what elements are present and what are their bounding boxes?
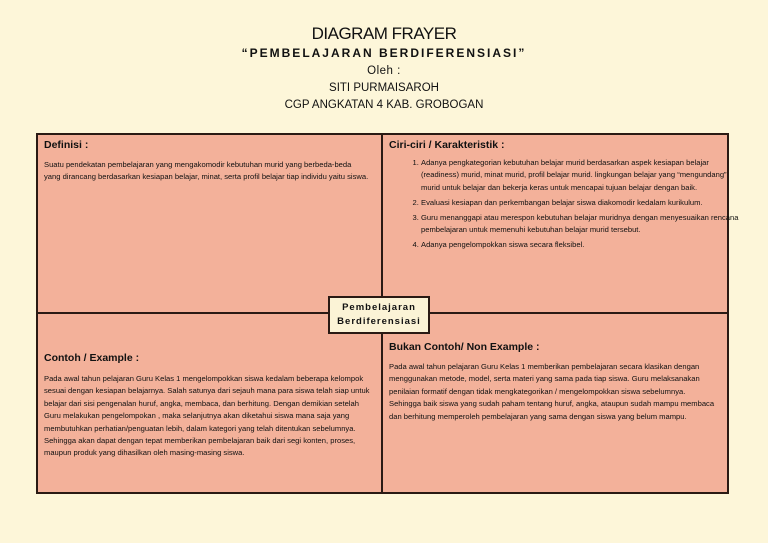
center-concept-line1: Pembelajaran bbox=[342, 302, 416, 313]
author-affiliation: CGP ANGKATAN 4 KAB. GROBOGAN bbox=[284, 99, 484, 111]
center-concept-line2: Berdiferensiasi bbox=[337, 316, 421, 327]
author-label: Oleh : bbox=[367, 65, 401, 77]
center-concept-box bbox=[328, 296, 430, 334]
diagram-subtitle: “PEMBELAJARAN BERDIFERENSIASI” bbox=[241, 46, 527, 60]
non-example-heading: Bukan Contoh/ Non Example : bbox=[389, 341, 540, 353]
definition-box bbox=[36, 133, 385, 314]
example-heading: Contoh / Example : bbox=[44, 352, 140, 364]
list-item: 3. Guru menanggapi atau merespon kebutuhan belajar muridnya dengan menyesuaikan rencana pembelajaran untuk memenuhi kebutuhan belajar murid tersebut. bbox=[421, 212, 747, 237]
example-box bbox=[36, 312, 385, 494]
list-item: 1. Adanya pengkategorian kebutuhan belajar murid berdasarkan aspek kesiapan belajar (readiness) murid, minat murid, profil belajar murid. lingkungan belajar yang “mengundang” murid untuk belajar dan bekerja keras untuk mencapai tujuan belajar dengan baik. bbox=[421, 157, 747, 194]
characteristics-box bbox=[381, 133, 739, 314]
characteristics-heading: Ciri-ciri / Karakteristik : bbox=[389, 139, 505, 151]
non-example-box bbox=[381, 312, 729, 494]
characteristics-list bbox=[391, 157, 747, 254]
non-example-text: Pada awal tahun pelajaran Guru Kelas 1 memberikan pembelajaran secara klasikan dengan menggunakan metode, model, serta materi yang sama pada tiap siswa. Guru melaksanakan penilaian formatif dengan tidak mengkategorikan / mengelompokkan siswa sebelumnya. Sehingga baik siswa yang sudah paham tentang huruf, angka, ataupun sudah mampu membaca dan berhitung memperoleh pembelajaran yang sama dengan siswa yang belum mampu. bbox=[389, 362, 715, 421]
diagram-title: DIAGRAM FRAYER bbox=[311, 24, 457, 43]
list-item: 2. Evaluasi kesiapan dan perkembangan belajar siswa diakomodir kedalam kurikulum. bbox=[421, 197, 747, 209]
example-text: Pada awal tahun pelajaran Guru Kelas 1 mengelompokkan siswa kedalam beberapa kelompok sesuai dengan kesiapan belajarnya. Salah satunya dari sejauh mana para siswa telah siap untuk belajar dari sisi pengenalan huruf, angka, membaca, dan berhitung. Dengan demikian setelah Guru melakukan pengelompokan , maka selanjutnya akan diketahui siswa mana saja yang membutuhkan perhatian/penguatan lebih, dalam kategori yang telah ditentukan sebelumnya. Sehingga akan dapat dengan tepat memberikan pembelajaran baik dari segi konten, proses, maupun produk yang dihasilkan oleh masing-masing siswa. bbox=[44, 374, 370, 458]
definition-heading: Definisi : bbox=[44, 139, 89, 151]
definition-text: Suatu pendekatan pembelajaran yang mengakomodir kebutuhan murid yang berbeda-beda yang dirancang berdasarkan kesiapan belajar, minat, serta profil belajar tiap individu yaitu siswa. bbox=[44, 160, 369, 182]
list-item: 4. Adanya pengelompokkan siswa secara fleksibel. bbox=[421, 239, 747, 251]
author-name: SITI PURMAISAROH bbox=[329, 82, 439, 94]
